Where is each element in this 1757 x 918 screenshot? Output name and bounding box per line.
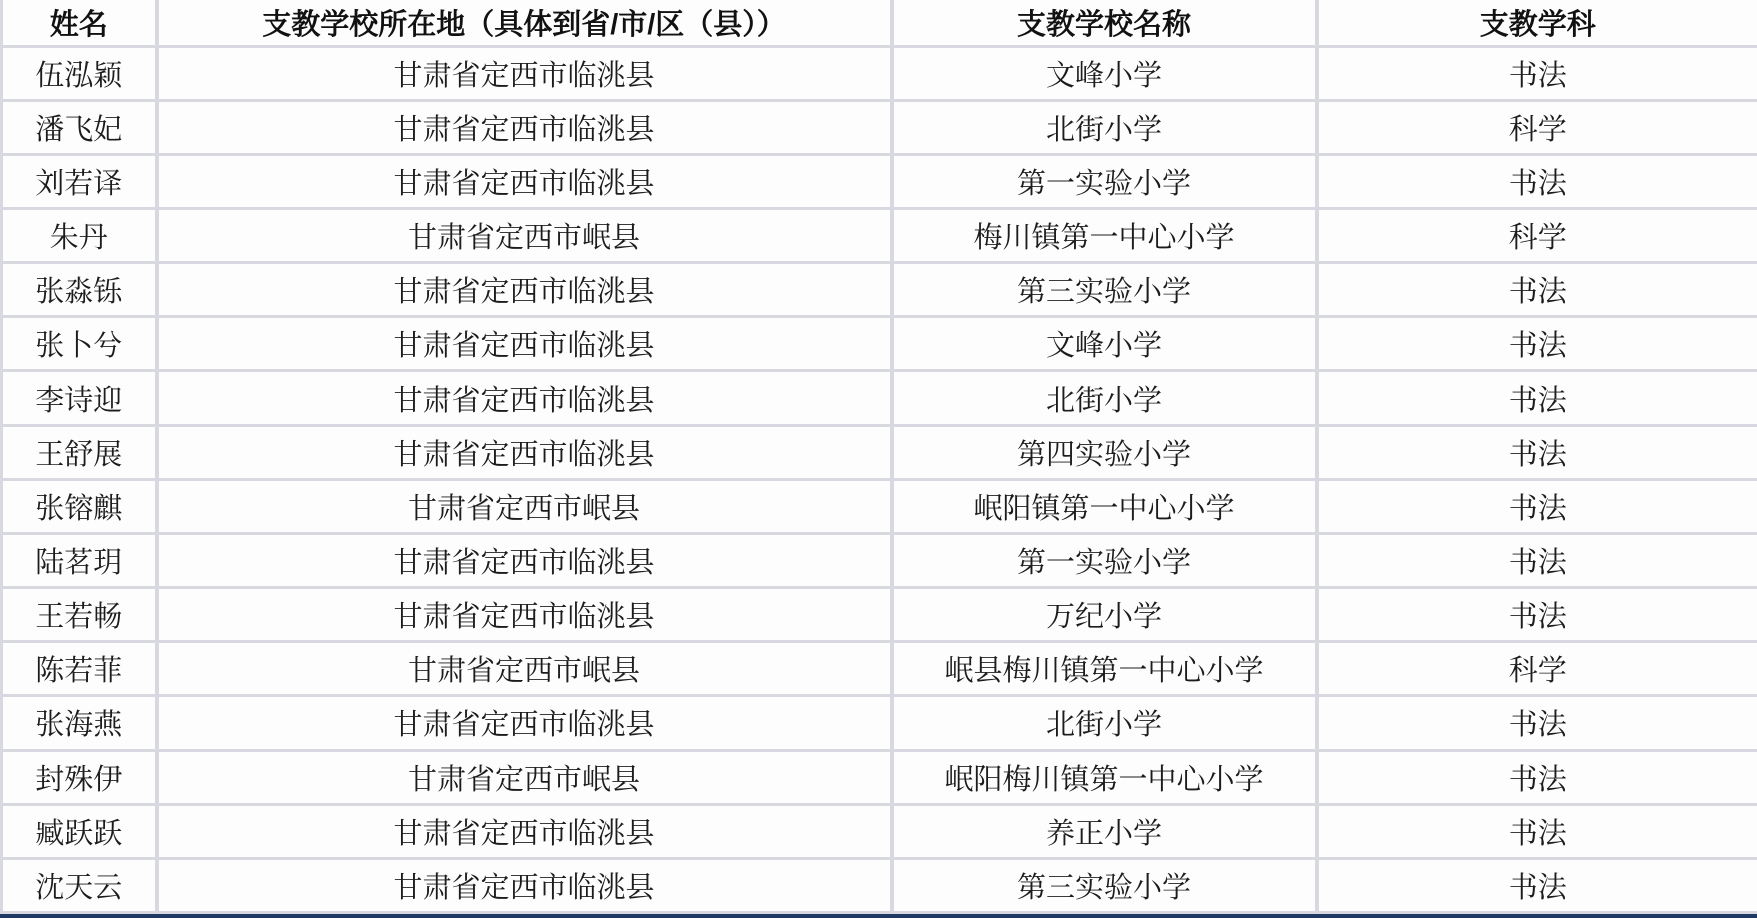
cell-school: 北街小学 bbox=[892, 100, 1317, 154]
table-row bbox=[2, 154, 1757, 208]
cell-name: 封殊伊 bbox=[2, 750, 157, 804]
table-row bbox=[2, 46, 1757, 100]
cell-location: 甘肃省定西市临洮县 bbox=[157, 46, 892, 100]
cell-subject: 书法 bbox=[1317, 858, 1757, 912]
cell-subject: 书法 bbox=[1317, 154, 1757, 208]
cell-subject: 书法 bbox=[1317, 263, 1757, 317]
cell-location: 甘肃省定西市临洮县 bbox=[157, 588, 892, 642]
col-header-school: 支教学校名称 bbox=[892, 0, 1317, 46]
cell-name: 张海燕 bbox=[2, 696, 157, 750]
cell-school: 第三实验小学 bbox=[892, 263, 1317, 317]
cell-subject: 书法 bbox=[1317, 46, 1757, 100]
table-row bbox=[2, 479, 1757, 533]
cell-subject: 科学 bbox=[1317, 208, 1757, 262]
table-row bbox=[2, 208, 1757, 262]
cell-school: 第一实验小学 bbox=[892, 154, 1317, 208]
table-row bbox=[2, 804, 1757, 858]
cell-location: 甘肃省定西市临洮县 bbox=[157, 696, 892, 750]
cell-location: 甘肃省定西市临洮县 bbox=[157, 317, 892, 371]
table-row bbox=[2, 371, 1757, 425]
cell-subject: 书法 bbox=[1317, 425, 1757, 479]
cell-name: 王舒展 bbox=[2, 425, 157, 479]
cell-subject: 书法 bbox=[1317, 696, 1757, 750]
cell-name: 张镕麒 bbox=[2, 479, 157, 533]
cell-school: 养正小学 bbox=[892, 804, 1317, 858]
cell-subject: 科学 bbox=[1317, 642, 1757, 696]
table-row bbox=[2, 750, 1757, 804]
table-row bbox=[2, 696, 1757, 750]
cell-name: 潘飞妃 bbox=[2, 100, 157, 154]
cell-subject: 书法 bbox=[1317, 371, 1757, 425]
cell-name: 陈若菲 bbox=[2, 642, 157, 696]
cell-name: 张淼铄 bbox=[2, 263, 157, 317]
cell-name: 臧跃跃 bbox=[2, 804, 157, 858]
cell-school: 第三实验小学 bbox=[892, 858, 1317, 912]
table-row bbox=[2, 533, 1757, 587]
cell-subject: 书法 bbox=[1317, 804, 1757, 858]
col-header-subject: 支教学科 bbox=[1317, 0, 1757, 46]
cell-school: 岷阳镇第一中心小学 bbox=[892, 479, 1317, 533]
cell-school: 岷县梅川镇第一中心小学 bbox=[892, 642, 1317, 696]
cell-school: 文峰小学 bbox=[892, 317, 1317, 371]
table-row bbox=[2, 642, 1757, 696]
cell-location: 甘肃省定西市岷县 bbox=[157, 642, 892, 696]
cell-school: 岷阳梅川镇第一中心小学 bbox=[892, 750, 1317, 804]
cell-location: 甘肃省定西市临洮县 bbox=[157, 371, 892, 425]
cell-subject: 书法 bbox=[1317, 588, 1757, 642]
table-row bbox=[2, 100, 1757, 154]
table-body bbox=[2, 46, 1757, 913]
cell-location: 甘肃省定西市临洮县 bbox=[157, 858, 892, 912]
cell-school: 第一实验小学 bbox=[892, 533, 1317, 587]
cell-subject: 科学 bbox=[1317, 100, 1757, 154]
cell-school: 文峰小学 bbox=[892, 46, 1317, 100]
col-header-name: 姓名 bbox=[2, 0, 157, 46]
cell-location: 甘肃省定西市岷县 bbox=[157, 208, 892, 262]
cell-school: 万纪小学 bbox=[892, 588, 1317, 642]
cell-school: 第四实验小学 bbox=[892, 425, 1317, 479]
cell-location: 甘肃省定西市临洮县 bbox=[157, 100, 892, 154]
table-row bbox=[2, 425, 1757, 479]
cell-name: 沈天云 bbox=[2, 858, 157, 912]
cell-location: 甘肃省定西市临洮县 bbox=[157, 533, 892, 587]
table-row bbox=[2, 588, 1757, 642]
header-row bbox=[2, 0, 1757, 46]
cell-location: 甘肃省定西市临洮县 bbox=[157, 804, 892, 858]
cell-location: 甘肃省定西市临洮县 bbox=[157, 425, 892, 479]
cell-location: 甘肃省定西市岷县 bbox=[157, 479, 892, 533]
cell-name: 陆茗玥 bbox=[2, 533, 157, 587]
cell-subject: 书法 bbox=[1317, 317, 1757, 371]
cell-name: 刘若译 bbox=[2, 154, 157, 208]
cell-school: 北街小学 bbox=[892, 696, 1317, 750]
cell-school: 梅川镇第一中心小学 bbox=[892, 208, 1317, 262]
col-header-location: 支教学校所在地（具体到省/市/区（县）） bbox=[157, 0, 892, 46]
cell-name: 伍泓颖 bbox=[2, 46, 157, 100]
table-row bbox=[2, 317, 1757, 371]
cell-subject: 书法 bbox=[1317, 479, 1757, 533]
cell-name: 张卜兮 bbox=[2, 317, 157, 371]
table-row bbox=[2, 858, 1757, 912]
cell-location: 甘肃省定西市岷县 bbox=[157, 750, 892, 804]
cell-school: 北街小学 bbox=[892, 371, 1317, 425]
table-row bbox=[2, 263, 1757, 317]
cell-location: 甘肃省定西市临洮县 bbox=[157, 263, 892, 317]
cell-name: 王若畅 bbox=[2, 588, 157, 642]
cell-subject: 书法 bbox=[1317, 533, 1757, 587]
cell-subject: 书法 bbox=[1317, 750, 1757, 804]
cell-name: 朱丹 bbox=[2, 208, 157, 262]
bottom-accent-bar bbox=[0, 914, 1757, 918]
cell-name: 李诗迎 bbox=[2, 371, 157, 425]
cell-location: 甘肃省定西市临洮县 bbox=[157, 154, 892, 208]
